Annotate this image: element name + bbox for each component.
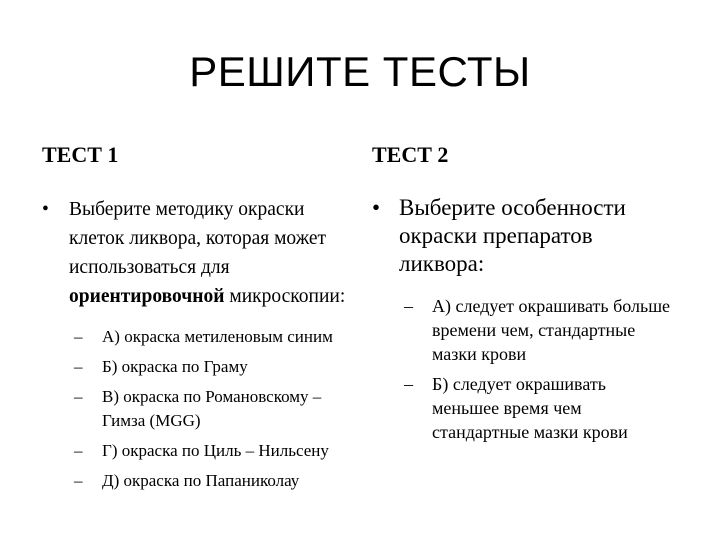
- test-1-column: [42, 140, 352, 499]
- dash-icon: –: [404, 296, 413, 316]
- dash-icon: –: [74, 441, 83, 460]
- test-1-option-b: [72, 355, 352, 379]
- slide-title: РЕШИТЕ ТЕСТЫ: [189, 48, 531, 95]
- option-label: Д) окраска по Папаниколау: [102, 471, 300, 490]
- test-1-question-emphasis: ориентировочной: [69, 286, 225, 307]
- dash-icon: –: [74, 357, 83, 376]
- option-label: Г) окраска по Циль – Нильсену: [102, 441, 329, 460]
- dash-icon: –: [404, 374, 413, 394]
- test-2-question: [372, 194, 672, 278]
- test-1-heading: ТЕСТ 1: [42, 142, 119, 167]
- test-1-question: [42, 195, 352, 311]
- test-1-option-c: [72, 385, 352, 433]
- option-label: А) окраска метиленовым синим: [102, 327, 333, 346]
- dash-icon: –: [74, 387, 83, 406]
- test-2-option-a: [402, 294, 672, 366]
- test-1-option-d: [72, 439, 352, 463]
- dash-icon: –: [74, 471, 83, 490]
- option-label: Б) окраска по Граму: [102, 357, 248, 376]
- dash-icon: –: [74, 327, 83, 346]
- test-1-option-e: [72, 469, 352, 493]
- option-label: А) следует окрашивать больше времени чем, стандартные мазки крови: [432, 296, 671, 364]
- test-2-heading: ТЕСТ 2: [372, 142, 449, 167]
- option-label: Б) следует окрашивать меньшее время чем стандартные мазки крови: [432, 374, 628, 442]
- test-1-options: [72, 325, 352, 493]
- test-2-question-text: Выберите особенности окраски препаратов ликвора:: [399, 195, 626, 276]
- test-1-option-a: [72, 325, 352, 349]
- option-label: В) окраска по Романовскому – Гимза (MGG): [102, 387, 322, 430]
- test-2-option-b: [402, 372, 672, 444]
- bullet-icon: •: [372, 195, 381, 220]
- test-2-column: [372, 140, 672, 450]
- bullet-icon: •: [42, 199, 49, 220]
- test-2-options: [402, 294, 672, 444]
- test-1-question-text: Выберите методику окраски клеток ликвора, которая может использоваться для: [69, 199, 327, 278]
- test-1-question-text-end: микроскопии:: [224, 286, 346, 307]
